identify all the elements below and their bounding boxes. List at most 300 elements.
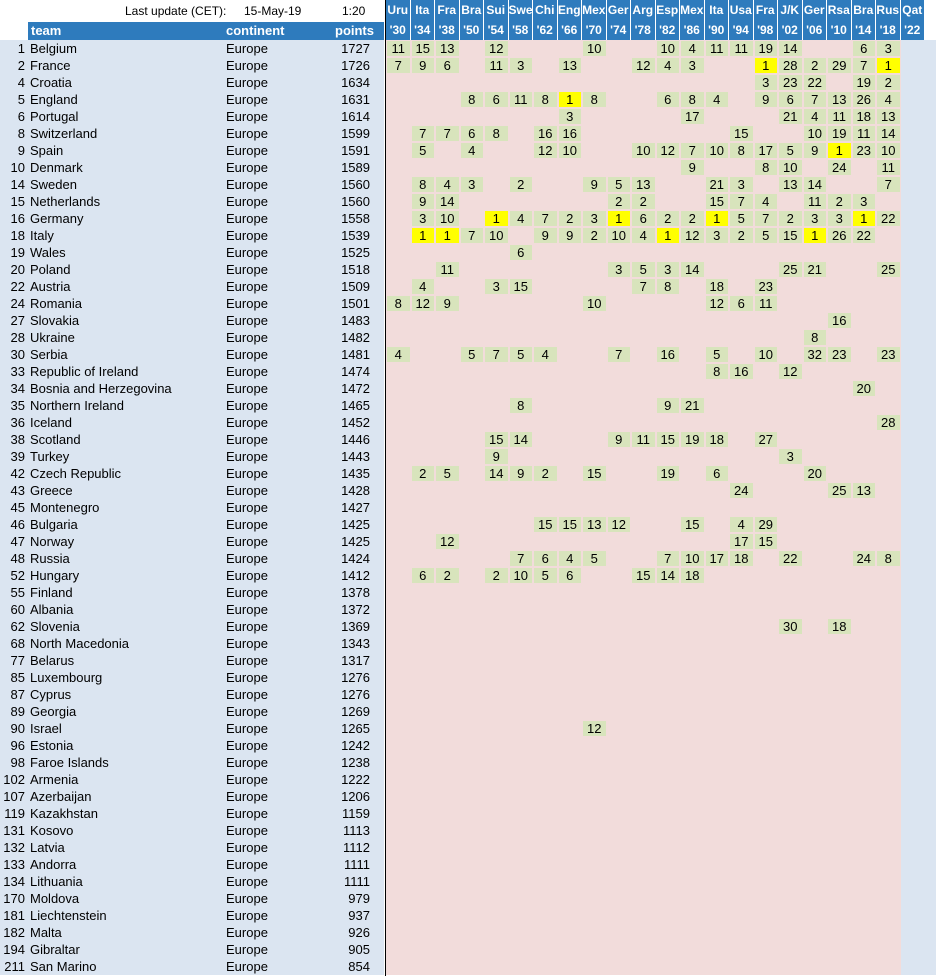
rank-cell[interactable]: 48 bbox=[10, 551, 25, 566]
placement-cell[interactable]: 15 bbox=[730, 126, 753, 141]
team-cell[interactable]: San Marino bbox=[30, 959, 97, 974]
continent-cell[interactable]: Europe bbox=[226, 738, 268, 753]
continent-cell[interactable]: Europe bbox=[226, 908, 268, 923]
placement-cell[interactable]: 4 bbox=[559, 551, 582, 566]
placement-cell[interactable]: 22 bbox=[779, 551, 802, 566]
rank-cell[interactable]: 38 bbox=[10, 432, 25, 447]
placement-cell[interactable]: 11 bbox=[877, 160, 900, 175]
placement-cell[interactable]: 18 bbox=[681, 568, 704, 583]
tournament-code-9[interactable]: Ger bbox=[607, 0, 631, 20]
team-cell[interactable]: Switzerland bbox=[30, 126, 98, 141]
placement-cell[interactable]: 7 bbox=[730, 194, 753, 209]
placement-cell[interactable]: 25 bbox=[779, 262, 802, 277]
continent-cell[interactable]: Europe bbox=[226, 857, 268, 872]
tournament-year-7[interactable]: '66 bbox=[558, 20, 582, 40]
rank-cell[interactable]: 134 bbox=[3, 874, 25, 889]
placement-cell[interactable]: 3 bbox=[828, 211, 851, 226]
team-cell[interactable]: France bbox=[30, 58, 71, 73]
placement-cell[interactable]: 24 bbox=[730, 483, 753, 498]
continent-cell[interactable]: Europe bbox=[226, 619, 268, 634]
placement-cell[interactable]: 18 bbox=[730, 551, 753, 566]
winner-cell[interactable]: 1 bbox=[804, 228, 827, 243]
team-cell[interactable]: Poland bbox=[30, 262, 71, 277]
rank-cell[interactable]: 6 bbox=[17, 109, 25, 124]
rank-cell[interactable]: 15 bbox=[10, 194, 25, 209]
placement-cell[interactable]: 5 bbox=[632, 262, 655, 277]
placement-cell[interactable]: 5 bbox=[755, 228, 778, 243]
placement-cell[interactable]: 8 bbox=[583, 92, 606, 107]
rank-cell[interactable]: 16 bbox=[10, 211, 25, 226]
team-cell[interactable]: Serbia bbox=[30, 347, 68, 362]
placement-cell[interactable]: 4 bbox=[877, 92, 900, 107]
team-cell[interactable]: Gibraltar bbox=[30, 942, 80, 957]
points-cell[interactable]: 1238 bbox=[341, 755, 370, 770]
points-cell[interactable]: 1560 bbox=[341, 177, 370, 192]
placement-cell[interactable]: 26 bbox=[853, 92, 876, 107]
tournament-code-6[interactable]: Chi bbox=[533, 0, 557, 20]
placement-cell[interactable]: 4 bbox=[436, 177, 459, 192]
team-cell[interactable]: Latvia bbox=[30, 840, 65, 855]
points-cell[interactable]: 937 bbox=[348, 908, 370, 923]
continent-cell[interactable]: Europe bbox=[226, 687, 268, 702]
points-cell[interactable]: 1111 bbox=[343, 874, 370, 889]
rank-cell[interactable]: 20 bbox=[10, 262, 25, 277]
placement-cell[interactable]: 22 bbox=[804, 75, 827, 90]
rank-cell[interactable]: 35 bbox=[10, 398, 25, 413]
placement-cell[interactable]: 6 bbox=[534, 551, 557, 566]
placement-cell[interactable]: 6 bbox=[461, 126, 484, 141]
team-cell[interactable]: Kazakhstan bbox=[30, 806, 98, 821]
placement-cell[interactable]: 8 bbox=[534, 92, 557, 107]
team-cell[interactable]: Armenia bbox=[30, 772, 79, 787]
placement-cell[interactable]: 5 bbox=[583, 551, 606, 566]
placement-cell[interactable]: 7 bbox=[510, 551, 533, 566]
team-cell[interactable]: Slovenia bbox=[30, 619, 80, 634]
tournament-code-2[interactable]: Fra bbox=[435, 0, 459, 20]
placement-cell[interactable]: 24 bbox=[828, 160, 851, 175]
placement-cell[interactable]: 14 bbox=[804, 177, 827, 192]
placement-cell[interactable]: 3 bbox=[755, 75, 778, 90]
rank-cell[interactable]: 182 bbox=[3, 925, 25, 940]
placement-cell[interactable]: 10 bbox=[436, 211, 459, 226]
placement-cell[interactable]: 10 bbox=[632, 143, 655, 158]
rank-cell[interactable]: 68 bbox=[10, 636, 25, 651]
placement-cell[interactable]: 6 bbox=[853, 41, 876, 56]
placement-cell[interactable]: 16 bbox=[828, 313, 851, 328]
placement-cell[interactable]: 24 bbox=[853, 551, 876, 566]
tournament-code-18[interactable]: Rsa bbox=[827, 0, 851, 20]
rank-cell[interactable]: 102 bbox=[3, 772, 25, 787]
placement-cell[interactable]: 2 bbox=[559, 211, 582, 226]
placement-cell[interactable]: 12 bbox=[632, 58, 655, 73]
winner-cell[interactable]: 1 bbox=[485, 211, 508, 226]
tournament-year-1[interactable]: '34 bbox=[411, 20, 435, 40]
placement-cell[interactable]: 15 bbox=[510, 279, 533, 294]
placement-cell[interactable]: 12 bbox=[706, 296, 729, 311]
continent-cell[interactable]: Europe bbox=[226, 840, 268, 855]
tournament-year-15[interactable]: '98 bbox=[754, 20, 778, 40]
rank-cell[interactable]: 19 bbox=[10, 245, 25, 260]
team-cell[interactable]: Belgium bbox=[30, 41, 77, 56]
rank-cell[interactable]: 131 bbox=[3, 823, 25, 838]
placement-cell[interactable]: 12 bbox=[583, 721, 606, 736]
placement-cell[interactable]: 13 bbox=[779, 177, 802, 192]
team-cell[interactable]: Cyprus bbox=[30, 687, 72, 702]
placement-cell[interactable]: 3 bbox=[559, 109, 582, 124]
rank-cell[interactable]: 24 bbox=[10, 296, 25, 311]
placement-cell[interactable]: 11 bbox=[485, 58, 508, 73]
placement-cell[interactable]: 15 bbox=[412, 41, 435, 56]
placement-cell[interactable]: 2 bbox=[730, 228, 753, 243]
tournament-code-16[interactable]: J/K bbox=[778, 0, 802, 20]
placement-cell[interactable]: 23 bbox=[779, 75, 802, 90]
placement-cell[interactable]: 6 bbox=[632, 211, 655, 226]
placement-cell[interactable]: 21 bbox=[779, 109, 802, 124]
placement-cell[interactable]: 5 bbox=[461, 347, 484, 362]
placement-cell[interactable]: 9 bbox=[804, 143, 827, 158]
placement-cell[interactable]: 5 bbox=[706, 347, 729, 362]
placement-cell[interactable]: 9 bbox=[534, 228, 557, 243]
continent-cell[interactable]: Europe bbox=[226, 653, 268, 668]
rank-cell[interactable]: 181 bbox=[3, 908, 25, 923]
placement-cell[interactable]: 3 bbox=[583, 211, 606, 226]
continent-cell[interactable]: Europe bbox=[226, 806, 268, 821]
points-cell[interactable]: 1465 bbox=[341, 398, 370, 413]
placement-cell[interactable]: 4 bbox=[730, 517, 753, 532]
placement-cell[interactable]: 3 bbox=[853, 194, 876, 209]
continent-cell[interactable]: Europe bbox=[226, 517, 268, 532]
rank-cell[interactable]: 47 bbox=[10, 534, 25, 549]
placement-cell[interactable]: 9 bbox=[510, 466, 533, 481]
team-cell[interactable]: Iceland bbox=[30, 415, 72, 430]
points-cell[interactable]: 1509 bbox=[341, 279, 370, 294]
points-cell[interactable]: 1631 bbox=[341, 92, 370, 107]
placement-cell[interactable]: 5 bbox=[436, 466, 459, 481]
team-cell[interactable]: Liechtenstein bbox=[30, 908, 107, 923]
placement-cell[interactable]: 14 bbox=[877, 126, 900, 141]
rank-cell[interactable]: 85 bbox=[10, 670, 25, 685]
rank-cell[interactable]: 36 bbox=[10, 415, 25, 430]
placement-cell[interactable]: 11 bbox=[828, 109, 851, 124]
points-cell[interactable]: 1435 bbox=[341, 466, 370, 481]
team-cell[interactable]: Moldova bbox=[30, 891, 80, 906]
continent-cell[interactable]: Europe bbox=[226, 262, 268, 277]
team-cell[interactable]: Czech Republic bbox=[30, 466, 122, 481]
points-cell[interactable]: 1599 bbox=[341, 126, 370, 141]
winner-cell[interactable]: 1 bbox=[436, 228, 459, 243]
placement-cell[interactable]: 18 bbox=[853, 109, 876, 124]
points-cell[interactable]: 1317 bbox=[341, 653, 370, 668]
placement-cell[interactable]: 14 bbox=[657, 568, 680, 583]
points-cell[interactable]: 1206 bbox=[341, 789, 370, 804]
placement-cell[interactable]: 2 bbox=[436, 568, 459, 583]
team-cell[interactable]: Sweden bbox=[30, 177, 77, 192]
placement-cell[interactable]: 6 bbox=[657, 92, 680, 107]
points-cell[interactable]: 1472 bbox=[341, 381, 370, 396]
placement-cell[interactable]: 15 bbox=[657, 432, 680, 447]
points-cell[interactable]: 926 bbox=[348, 925, 370, 940]
continent-cell[interactable]: Europe bbox=[226, 228, 268, 243]
placement-cell[interactable]: 15 bbox=[755, 534, 778, 549]
points-cell[interactable]: 1481 bbox=[341, 347, 370, 362]
placement-cell[interactable]: 3 bbox=[706, 228, 729, 243]
tournament-year-6[interactable]: '62 bbox=[533, 20, 557, 40]
placement-cell[interactable]: 20 bbox=[853, 381, 876, 396]
rank-cell[interactable]: 9 bbox=[17, 143, 25, 158]
points-cell[interactable]: 1525 bbox=[341, 245, 370, 260]
tournament-year-8[interactable]: '70 bbox=[582, 20, 606, 40]
points-cell[interactable]: 1726 bbox=[341, 58, 370, 73]
placement-cell[interactable]: 6 bbox=[485, 92, 508, 107]
placement-cell[interactable]: 8 bbox=[730, 143, 753, 158]
points-cell[interactable]: 1558 bbox=[341, 211, 370, 226]
continent-cell[interactable]: Europe bbox=[226, 415, 268, 430]
team-cell[interactable]: England bbox=[30, 92, 78, 107]
tournament-code-10[interactable]: Arg bbox=[631, 0, 655, 20]
continent-cell[interactable]: Europe bbox=[226, 143, 268, 158]
placement-cell[interactable]: 7 bbox=[534, 211, 557, 226]
placement-cell[interactable]: 2 bbox=[608, 194, 631, 209]
placement-cell[interactable]: 7 bbox=[412, 126, 435, 141]
placement-cell[interactable]: 12 bbox=[485, 41, 508, 56]
placement-cell[interactable]: 3 bbox=[485, 279, 508, 294]
rank-cell[interactable]: 87 bbox=[10, 687, 25, 702]
placement-cell[interactable]: 11 bbox=[706, 41, 729, 56]
placement-cell[interactable]: 4 bbox=[632, 228, 655, 243]
continent-cell[interactable]: Europe bbox=[226, 92, 268, 107]
placement-cell[interactable]: 12 bbox=[608, 517, 631, 532]
placement-cell[interactable]: 15 bbox=[559, 517, 582, 532]
points-cell[interactable]: 1560 bbox=[341, 194, 370, 209]
placement-cell[interactable]: 8 bbox=[804, 330, 827, 345]
tournament-year-14[interactable]: '94 bbox=[729, 20, 753, 40]
placement-cell[interactable]: 2 bbox=[485, 568, 508, 583]
placement-cell[interactable]: 3 bbox=[608, 262, 631, 277]
placement-cell[interactable]: 4 bbox=[657, 58, 680, 73]
placement-cell[interactable]: 27 bbox=[755, 432, 778, 447]
points-cell[interactable]: 1276 bbox=[341, 670, 370, 685]
placement-cell[interactable]: 9 bbox=[412, 194, 435, 209]
placement-cell[interactable]: 10 bbox=[779, 160, 802, 175]
tournament-code-1[interactable]: Ita bbox=[411, 0, 435, 20]
team-cell[interactable]: Netherlands bbox=[30, 194, 101, 209]
placement-cell[interactable]: 4 bbox=[706, 92, 729, 107]
rank-cell[interactable]: 170 bbox=[3, 891, 25, 906]
points-cell[interactable]: 1727 bbox=[341, 41, 370, 56]
team-cell[interactable]: Luxembourg bbox=[30, 670, 103, 685]
placement-cell[interactable]: 8 bbox=[877, 551, 900, 566]
placement-cell[interactable]: 7 bbox=[632, 279, 655, 294]
tournament-year-11[interactable]: '82 bbox=[656, 20, 680, 40]
placement-cell[interactable]: 32 bbox=[804, 347, 827, 362]
placement-cell[interactable]: 8 bbox=[461, 92, 484, 107]
continent-cell[interactable]: Europe bbox=[226, 279, 268, 294]
placement-cell[interactable]: 23 bbox=[853, 143, 876, 158]
placement-cell[interactable]: 19 bbox=[853, 75, 876, 90]
placement-cell[interactable]: 10 bbox=[657, 41, 680, 56]
continent-cell[interactable]: Europe bbox=[226, 755, 268, 770]
points-cell[interactable]: 1269 bbox=[341, 704, 370, 719]
rank-cell[interactable]: 30 bbox=[10, 347, 25, 362]
tournament-code-3[interactable]: Bra bbox=[460, 0, 484, 20]
team-cell[interactable]: Belarus bbox=[30, 653, 75, 668]
placement-cell[interactable]: 7 bbox=[853, 58, 876, 73]
placement-cell[interactable]: 9 bbox=[755, 92, 778, 107]
continent-cell[interactable]: Europe bbox=[226, 160, 268, 175]
placement-cell[interactable]: 11 bbox=[510, 92, 533, 107]
tournament-code-8[interactable]: Mex bbox=[582, 0, 606, 20]
rank-cell[interactable]: 62 bbox=[10, 619, 25, 634]
continent-cell[interactable]: Europe bbox=[226, 789, 268, 804]
continent-cell[interactable]: Europe bbox=[226, 126, 268, 141]
placement-cell[interactable]: 6 bbox=[730, 296, 753, 311]
tournament-code-12[interactable]: Mex bbox=[680, 0, 704, 20]
team-cell[interactable]: Azerbaijan bbox=[30, 789, 92, 804]
placement-cell[interactable]: 5 bbox=[412, 143, 435, 158]
continent-cell[interactable]: Europe bbox=[226, 925, 268, 940]
continent-cell[interactable]: Europe bbox=[226, 823, 268, 838]
placement-cell[interactable]: 6 bbox=[559, 568, 582, 583]
continent-cell[interactable]: Europe bbox=[226, 772, 268, 787]
placement-cell[interactable]: 29 bbox=[828, 58, 851, 73]
points-cell[interactable]: 1343 bbox=[341, 636, 370, 651]
points-cell[interactable]: 1276 bbox=[341, 687, 370, 702]
placement-cell[interactable]: 9 bbox=[485, 449, 508, 464]
tournament-year-3[interactable]: '50 bbox=[460, 20, 484, 40]
winner-cell[interactable]: 1 bbox=[412, 228, 435, 243]
placement-cell[interactable]: 15 bbox=[583, 466, 606, 481]
rank-cell[interactable]: 28 bbox=[10, 330, 25, 345]
placement-cell[interactable]: 15 bbox=[681, 517, 704, 532]
placement-cell[interactable]: 4 bbox=[755, 194, 778, 209]
placement-cell[interactable]: 22 bbox=[877, 211, 900, 226]
placement-cell[interactable]: 7 bbox=[755, 211, 778, 226]
placement-cell[interactable]: 19 bbox=[657, 466, 680, 481]
tournament-year-13[interactable]: '90 bbox=[705, 20, 729, 40]
placement-cell[interactable]: 2 bbox=[510, 177, 533, 192]
placement-cell[interactable]: 5 bbox=[779, 143, 802, 158]
points-cell[interactable]: 1113 bbox=[343, 823, 370, 838]
rank-cell[interactable]: 27 bbox=[10, 313, 25, 328]
winner-cell[interactable]: 1 bbox=[706, 211, 729, 226]
placement-cell[interactable]: 6 bbox=[510, 245, 533, 260]
placement-cell[interactable]: 15 bbox=[534, 517, 557, 532]
tournament-year-20[interactable]: '18 bbox=[876, 20, 900, 40]
placement-cell[interactable]: 7 bbox=[657, 551, 680, 566]
rank-cell[interactable]: 60 bbox=[10, 602, 25, 617]
continent-cell[interactable]: Europe bbox=[226, 585, 268, 600]
rank-cell[interactable]: 18 bbox=[10, 228, 25, 243]
rank-cell[interactable]: 46 bbox=[10, 517, 25, 532]
continent-cell[interactable]: Europe bbox=[226, 942, 268, 957]
placement-cell[interactable]: 2 bbox=[657, 211, 680, 226]
placement-cell[interactable]: 21 bbox=[681, 398, 704, 413]
tournament-code-13[interactable]: Ita bbox=[705, 0, 729, 20]
placement-cell[interactable]: 3 bbox=[877, 41, 900, 56]
placement-cell[interactable]: 4 bbox=[534, 347, 557, 362]
points-cell[interactable]: 1614 bbox=[341, 109, 370, 124]
team-cell[interactable]: Austria bbox=[30, 279, 71, 294]
placement-cell[interactable]: 10 bbox=[583, 296, 606, 311]
placement-cell[interactable]: 21 bbox=[804, 262, 827, 277]
continent-cell[interactable]: Europe bbox=[226, 296, 268, 311]
tournament-year-4[interactable]: '54 bbox=[484, 20, 508, 40]
continent-cell[interactable]: Europe bbox=[226, 891, 268, 906]
placement-cell[interactable]: 9 bbox=[436, 296, 459, 311]
team-cell[interactable]: Greece bbox=[30, 483, 73, 498]
rank-cell[interactable]: 2 bbox=[17, 58, 25, 73]
winner-cell[interactable]: 1 bbox=[755, 58, 778, 73]
rank-cell[interactable]: 33 bbox=[10, 364, 25, 379]
placement-cell[interactable]: 19 bbox=[828, 126, 851, 141]
placement-cell[interactable]: 3 bbox=[657, 262, 680, 277]
rank-cell[interactable]: 55 bbox=[10, 585, 25, 600]
placement-cell[interactable]: 10 bbox=[608, 228, 631, 243]
tournament-code-20[interactable]: Rus bbox=[876, 0, 900, 20]
tournament-code-4[interactable]: Sui bbox=[484, 0, 508, 20]
team-cell[interactable]: Republic of Ireland bbox=[30, 364, 139, 379]
placement-cell[interactable]: 13 bbox=[877, 109, 900, 124]
points-cell[interactable]: 1159 bbox=[342, 806, 370, 821]
team-cell[interactable]: Bosnia and Herzegovina bbox=[30, 381, 172, 396]
rank-cell[interactable]: 119 bbox=[4, 806, 25, 821]
team-cell[interactable]: Portugal bbox=[30, 109, 79, 124]
team-cell[interactable]: Montenegro bbox=[30, 500, 100, 515]
placement-cell[interactable]: 9 bbox=[559, 228, 582, 243]
header-continent[interactable]: continent bbox=[223, 22, 332, 40]
placement-cell[interactable]: 3 bbox=[804, 211, 827, 226]
rank-cell[interactable]: 5 bbox=[17, 92, 25, 107]
placement-cell[interactable]: 12 bbox=[412, 296, 435, 311]
placement-cell[interactable]: 8 bbox=[510, 398, 533, 413]
rank-cell[interactable]: 42 bbox=[10, 466, 25, 481]
rank-cell[interactable]: 43 bbox=[10, 483, 25, 498]
placement-cell[interactable]: 8 bbox=[485, 126, 508, 141]
points-cell[interactable]: 1443 bbox=[341, 449, 370, 464]
placement-cell[interactable]: 11 bbox=[632, 432, 655, 447]
tournament-code-17[interactable]: Ger bbox=[803, 0, 827, 20]
placement-cell[interactable]: 14 bbox=[510, 432, 533, 447]
placement-cell[interactable]: 16 bbox=[730, 364, 753, 379]
team-cell[interactable]: Andorra bbox=[30, 857, 77, 872]
team-cell[interactable]: Georgia bbox=[30, 704, 77, 719]
placement-cell[interactable]: 13 bbox=[632, 177, 655, 192]
placement-cell[interactable]: 14 bbox=[681, 262, 704, 277]
points-cell[interactable]: 854 bbox=[348, 959, 370, 974]
winner-cell[interactable]: 1 bbox=[559, 92, 582, 107]
continent-cell[interactable]: Europe bbox=[226, 432, 268, 447]
placement-cell[interactable]: 3 bbox=[412, 211, 435, 226]
continent-cell[interactable]: Europe bbox=[226, 534, 268, 549]
team-cell[interactable]: Bulgaria bbox=[30, 517, 78, 532]
placement-cell[interactable]: 19 bbox=[755, 41, 778, 56]
team-cell[interactable]: Russia bbox=[30, 551, 70, 566]
tournament-year-10[interactable]: '78 bbox=[631, 20, 655, 40]
tournament-year-19[interactable]: '14 bbox=[852, 20, 876, 40]
points-cell[interactable]: 1222 bbox=[341, 772, 370, 787]
continent-cell[interactable]: Europe bbox=[226, 41, 268, 56]
rank-cell[interactable]: 45 bbox=[10, 500, 25, 515]
placement-cell[interactable]: 10 bbox=[804, 126, 827, 141]
continent-cell[interactable]: Europe bbox=[226, 381, 268, 396]
continent-cell[interactable]: Europe bbox=[226, 721, 268, 736]
placement-cell[interactable]: 14 bbox=[436, 194, 459, 209]
placement-cell[interactable]: 9 bbox=[681, 160, 704, 175]
points-cell[interactable]: 1518 bbox=[341, 262, 370, 277]
placement-cell[interactable]: 7 bbox=[681, 143, 704, 158]
tournament-year-18[interactable]: '10 bbox=[827, 20, 851, 40]
placement-cell[interactable]: 8 bbox=[681, 92, 704, 107]
